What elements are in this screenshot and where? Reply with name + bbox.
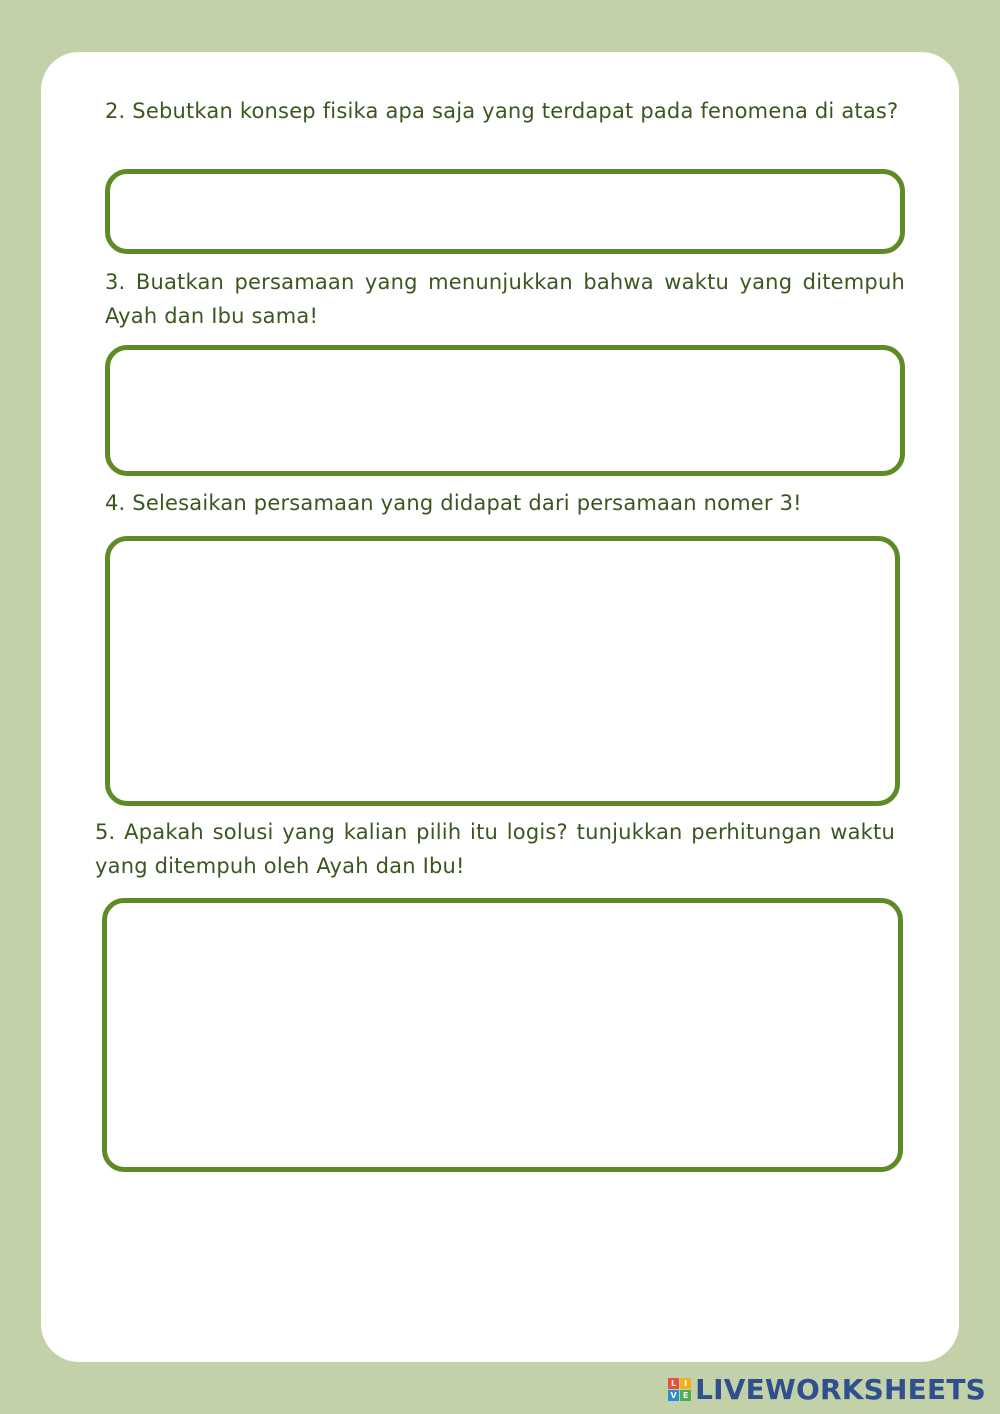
logo-letter-i: I [680, 1378, 691, 1389]
answer-box-5[interactable] [102, 898, 903, 1172]
answer-box-4[interactable] [105, 536, 900, 806]
liveworksheets-logo-icon [668, 1378, 691, 1401]
question-3-text: 3. Buatkan persamaan yang menunjukkan bahwa waktu yang ditempuh Ayah dan Ibu sama! [105, 270, 905, 328]
logo-letter-l: L [668, 1378, 679, 1389]
liveworksheets-brand [668, 1373, 986, 1406]
brand-name: LIVEWORKSHEETS [695, 1373, 986, 1406]
logo-letter-v: V [668, 1390, 679, 1401]
answer-box-3[interactable] [105, 345, 905, 476]
answer-box-2[interactable] [105, 169, 905, 254]
question-2-text: 2. Sebutkan konsep fisika apa saja yang terdapat pada fenomena di atas? [105, 99, 899, 123]
question-5-text: 5. Apakah solusi yang kalian pilih itu logis? tunjukkan perhitungan waktu yang ditempuh oleh Ayah dan Ibu! [95, 820, 895, 878]
logo-letter-e: E [680, 1390, 691, 1401]
question-4-text: 4. Selesaikan persamaan yang didapat dari persamaan nomer 3! [105, 491, 802, 515]
